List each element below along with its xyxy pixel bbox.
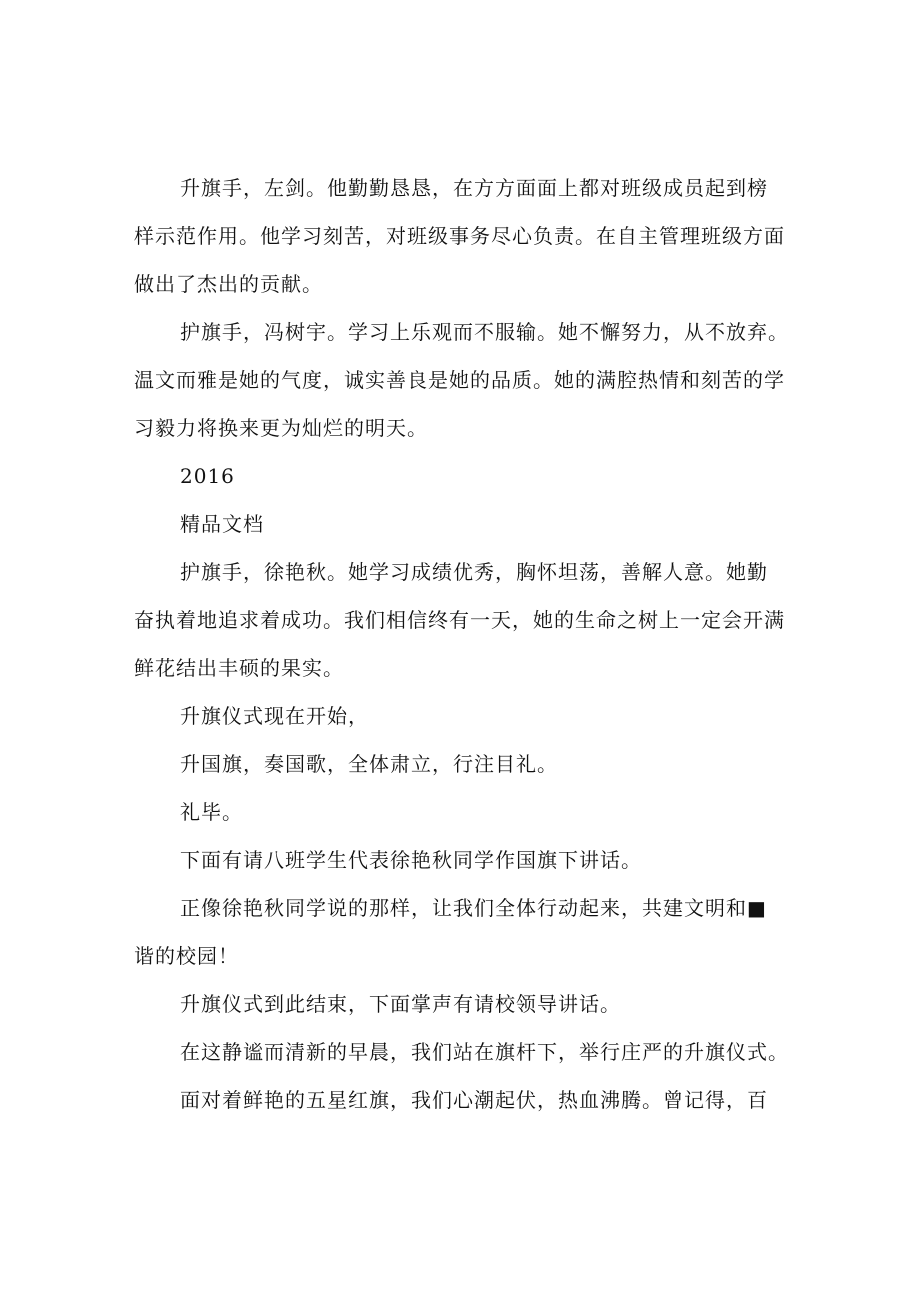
- paragraph-line: 下面有请八班学生代表徐艳秋同学作国旗下讲话。: [180, 848, 642, 872]
- paragraph-line: 奋执着地追求着成功。我们相信终有一天，她的生命之树上一定会开满: [134, 608, 785, 632]
- paragraph-line: 做出了杰出的贡献。: [134, 272, 323, 296]
- paragraph-line: 护旗手，徐艳秋。她学习成绩优秀，胸怀坦荡，善解人意。她勤: [180, 560, 768, 584]
- paragraph-line: 升旗仪式现在开始，: [180, 704, 369, 728]
- paragraph-line: 面对着鲜艳的五星红旗，我们心潮起伏，热血沸腾。曾记得，百: [180, 1088, 768, 1112]
- paragraph-line: 习毅力将换来更为灿烂的明天。: [134, 416, 428, 440]
- watermark-text: 精品文档: [180, 512, 264, 536]
- paragraph-line: 在这静谧而清新的早晨，我们站在旗杆下，举行庄严的升旗仪式。: [180, 1040, 789, 1064]
- paragraph-line: 升旗仪式到此结束，下面掌声有请校领导讲话。: [180, 992, 621, 1016]
- paragraph-line: 护旗手，冯树宇。学习上乐观而不服输。她不懈努力，从不放弃。: [180, 320, 789, 344]
- paragraph-line: 鲜花结出丰硕的果实。: [134, 656, 344, 680]
- paragraph-line: 谐的校园！: [134, 944, 239, 968]
- paragraph-line: 礼毕。: [180, 800, 243, 824]
- paragraph-line: 温文而雅是她的气度，诚实善良是她的品质。她的满腔热情和刻苦的学: [134, 368, 785, 392]
- paragraph-line: 升国旗，奏国歌，全体肃立，行注目礼。: [180, 752, 558, 776]
- paragraph-line: 正像徐艳秋同学说的那样，让我们全体行动起来，共建文明和■: [180, 896, 767, 920]
- paragraph-line: 样示范作用。他学习刻苦，对班级事务尽心负责。在自主管理班级方面: [134, 224, 785, 248]
- paragraph-line: 升旗手，左剑。他勤勤恳恳，在方方面面上都对班级成员起到榜: [180, 176, 768, 200]
- year-text: 2016: [180, 464, 235, 488]
